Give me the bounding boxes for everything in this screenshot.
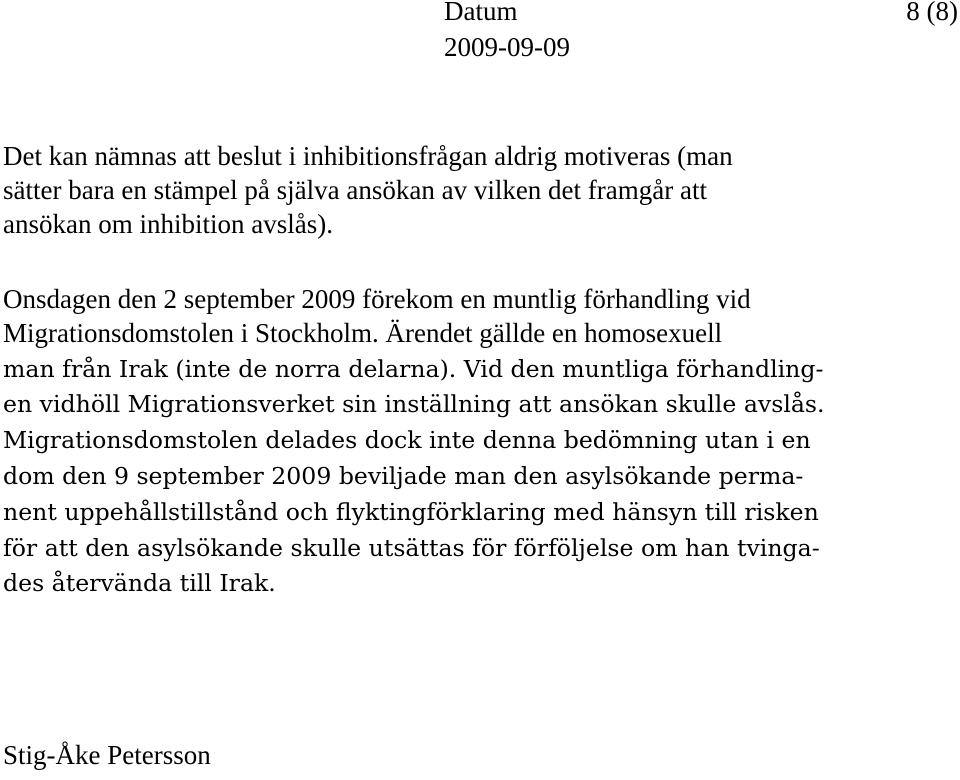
page-number: 8 (8): [906, 0, 958, 26]
paragraph-line: för att den asylsökande skulle utsättas för förföljelse om han tvinga-: [3, 534, 820, 562]
signature-name: Stig-Åke Petersson: [3, 740, 211, 770]
paragraph-line: Det kan nämnas att beslut i inhibitionsfrågan aldrig motiveras (man: [3, 141, 733, 171]
paragraph-line: [3, 316, 722, 350]
paragraph-line: des återvända till Irak.: [3, 569, 276, 597]
paragraph-line-segment: Ärendet gällde en homosexuell: [378, 318, 723, 348]
paragraph-line: Onsdagen den 2 september 2009 förekom en muntlig förhandling vid: [3, 284, 751, 314]
paragraph-line: ansökan om inhibition avslås).: [3, 209, 333, 239]
paragraph-line: sätter bara en stämpel på själva ansökan av vilken det framgår att: [3, 175, 707, 205]
paragraph-line: man från Irak (inte de norra delarna). Vid den muntliga förhandling-: [3, 355, 824, 383]
paragraph-line: Migrationsdomstolen delades dock inte denna bedömning utan i en: [3, 426, 811, 454]
header-date: 2009-09-09: [444, 32, 570, 62]
paragraph-line: dom den 9 september 2009 beviljade man den asylsökande perma-: [3, 462, 804, 490]
paragraph-line-segment: Migrationsdomstolen i Stockholm.: [3, 318, 379, 348]
header-label: Datum: [444, 0, 518, 26]
paragraph-line: en vidhöll Migrationsverket sin inställning att ansökan skulle avslås.: [3, 390, 825, 418]
paragraph-line: nent uppehållstillstånd och flyktingförklaring med hänsyn till risken: [3, 498, 819, 526]
